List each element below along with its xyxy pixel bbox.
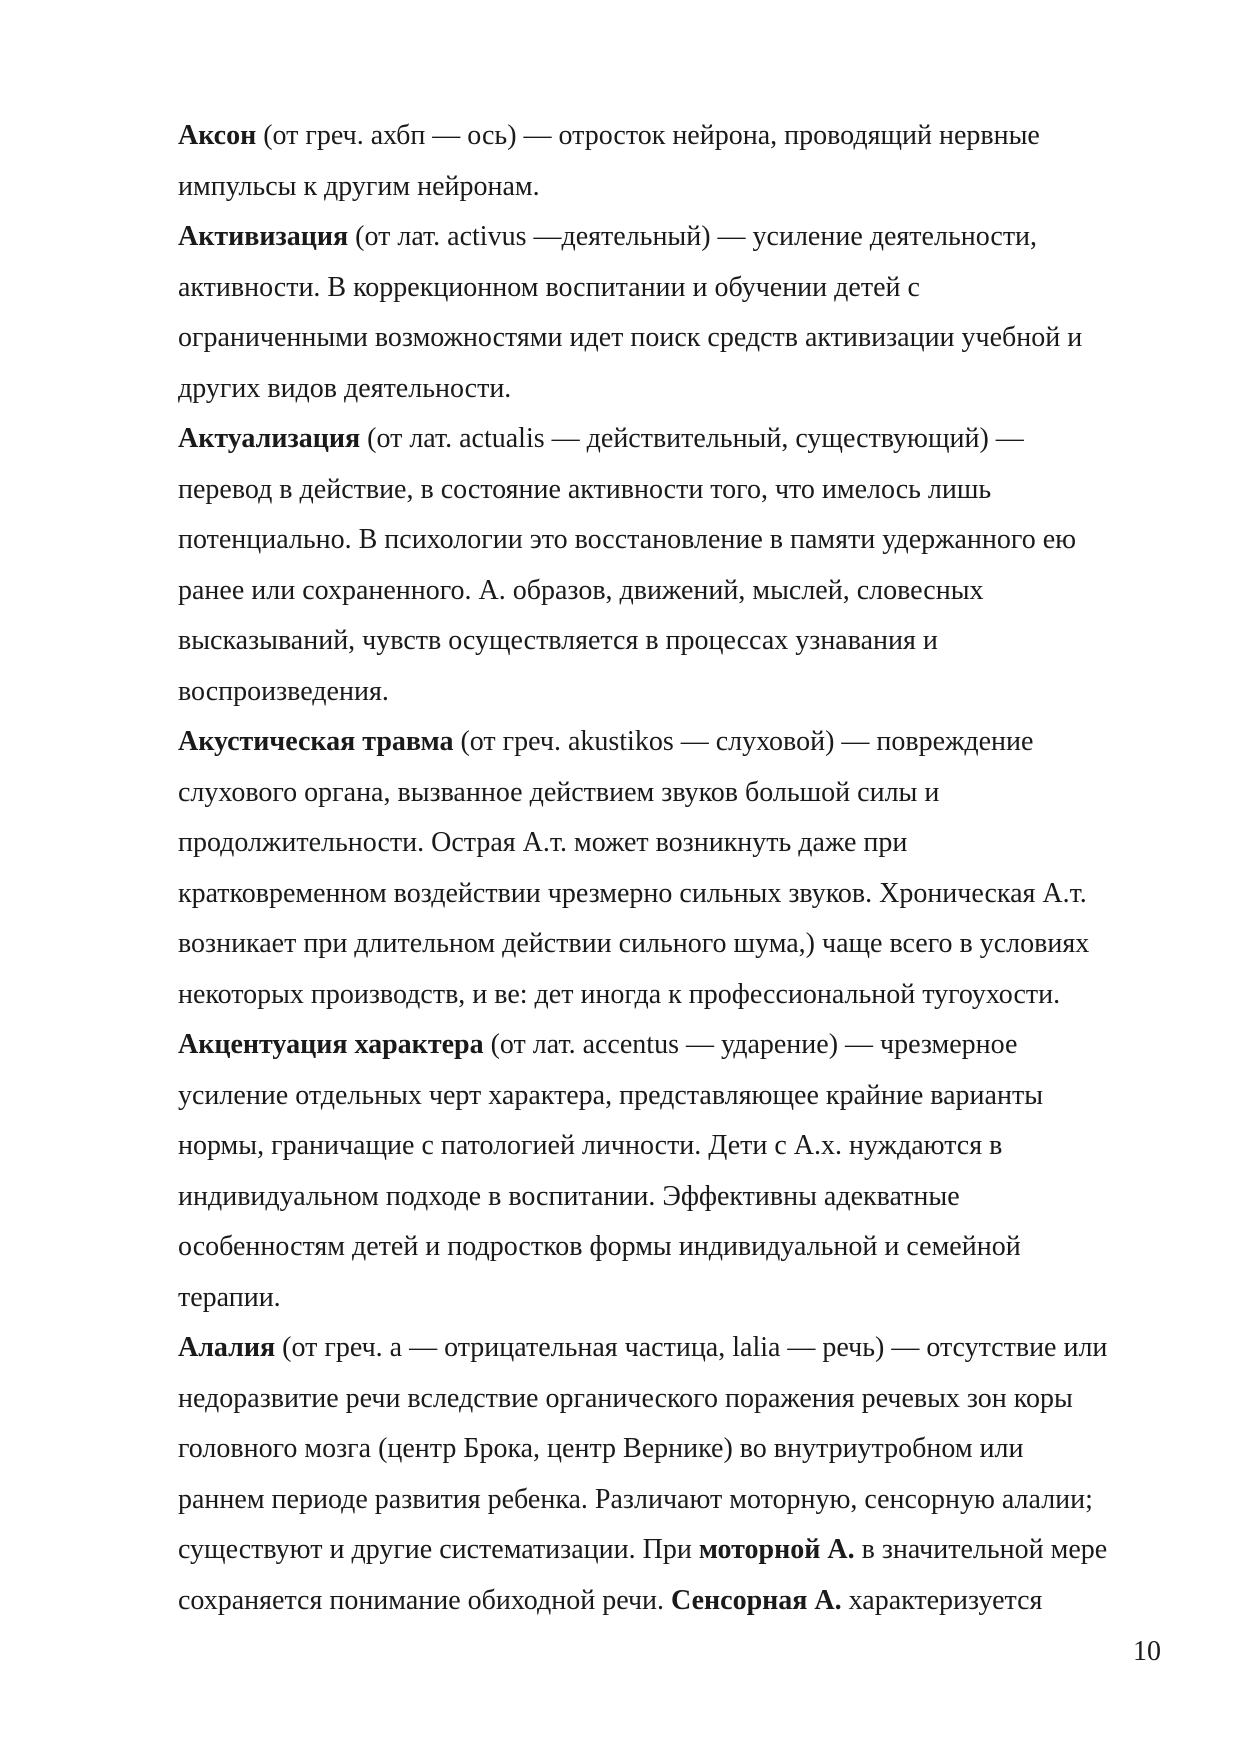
text-line <box>178 1020 1178 1071</box>
text-line <box>178 263 1178 314</box>
text-line <box>178 1576 1178 1627</box>
text-line <box>178 111 1178 162</box>
definition-text: головного мозга (центр Брока, центр Вернике) во внутриутробном или <box>178 1433 1024 1464</box>
text-line <box>178 212 1178 263</box>
definition-text: (от лат. activus —деятельный) — усиление деятельности, <box>348 221 1038 252</box>
text-line <box>178 313 1178 364</box>
glossary-term: Акустическая травма <box>178 726 454 757</box>
text-line <box>178 465 1178 516</box>
text-line <box>178 1222 1178 1273</box>
definition-text: раннем периоде развития ребенка. Различают моторную, сенсорную алалии; <box>178 1483 1093 1515</box>
definition-text: перевод в действие, в состояние активности того, что имелось лишь <box>178 473 992 505</box>
definition-text: воспроизведения. <box>178 675 389 707</box>
glossary-term: Аксон <box>178 120 257 151</box>
text-line <box>178 616 1178 667</box>
definition-text: других видов деятельности. <box>178 372 512 404</box>
body-text <box>178 111 1178 1626</box>
definition-text: слухового органа, вызванное действием звуков большой силы и <box>178 776 940 808</box>
text-line <box>178 414 1178 465</box>
definition-text: нормы, граничащие с патологией личности. Дети с А.х. нуждаются в <box>178 1130 1003 1161</box>
text-line <box>178 1475 1178 1526</box>
text-line <box>178 818 1178 869</box>
definition-text: кратковременном воздействии чрезмерно сильных звуков. Хроническая А.т. <box>178 877 1087 909</box>
text-line <box>178 1374 1178 1425</box>
text-line <box>178 364 1178 415</box>
text-line <box>178 970 1178 1021</box>
text-line <box>178 919 1178 970</box>
page-number: 10 <box>1133 1636 1161 1667</box>
definition-text: особенностям детей и подростков формы индивидуальной и семейной <box>178 1231 1021 1262</box>
glossary-term: Активизация <box>178 221 349 252</box>
text-line <box>178 1273 1178 1324</box>
text-line <box>178 1424 1178 1475</box>
definition-text: ограниченными возможностями идет поиск средств активизации учебной и <box>178 322 1083 353</box>
definition-text: (от лат. accentus — ударение) — чрезмерное <box>483 1029 1018 1060</box>
glossary-term: Актуализация <box>178 423 361 454</box>
text-line <box>178 768 1178 819</box>
glossary-term: Сенсорная А. <box>671 1584 842 1616</box>
definition-text: (от греч. а — отрицательная частица, lalia — речь) — отсутствие или <box>275 1332 1108 1363</box>
glossary-term: моторной А. <box>698 1534 855 1565</box>
definition-text: индивидуальном подходе в воспитании. Эффективны адекватные <box>178 1180 960 1212</box>
definition-text: продолжительности. Острая А.т. может возникнуть даже при <box>178 827 908 858</box>
definition-text: недоразвитие речи вследствие органического поражения речевых зон коры <box>178 1382 1073 1414</box>
definition-text: возникает при длительном действии сильного шума,) чаще всего в условиях <box>178 928 1090 959</box>
definition-text: (от лат. actualis — действительный, существующий) — <box>360 423 1024 454</box>
text-line <box>178 1323 1178 1374</box>
text-line <box>178 1172 1178 1223</box>
definition-text: высказываний, чувств осуществляется в процессах узнавания и <box>178 625 938 656</box>
text-line <box>178 162 1178 213</box>
definition-text: существуют и другие систематизации. При <box>178 1534 699 1565</box>
text-line <box>178 667 1178 718</box>
text-line <box>178 1071 1178 1122</box>
text-line <box>178 869 1178 920</box>
definition-text: ранее или сохраненного. А. образов, движений, мыслей, словесных <box>178 574 984 606</box>
glossary-term: Акцентуация характера <box>178 1029 484 1060</box>
text-line <box>178 717 1178 768</box>
definition-text: характеризуется <box>841 1584 1043 1616</box>
glossary-term: Алалия <box>178 1332 276 1363</box>
definition-text: импульсы к другим нейронам. <box>178 170 540 202</box>
definition-text: потенциально. В психологии это восстановление в памяти удержанного ею <box>178 524 1077 555</box>
text-line <box>178 1121 1178 1172</box>
text-line <box>178 1525 1178 1576</box>
definition-text: (от греч. ахбп — ось) — отросток нейрона, проводящий нервные <box>256 120 1040 151</box>
definition-text: терапии. <box>178 1281 281 1313</box>
definition-text: некоторых производств, и ве: дет иногда к профессиональной тугоухости. <box>178 978 1061 1010</box>
definition-text: в значительной мере <box>854 1534 1108 1565</box>
definition-text: активности. В коррекционном воспитании и обучении детей с <box>178 271 920 303</box>
definition-text: усиление отдельных черт характера, представляющее крайние варианты <box>178 1079 1044 1111</box>
definition-text: сохраняется понимание обиходной речи. <box>178 1584 672 1616</box>
text-line <box>178 566 1178 617</box>
definition-text: (от греч. akustikos — слуховой) — повреждение <box>453 726 1034 757</box>
text-line <box>178 515 1178 566</box>
